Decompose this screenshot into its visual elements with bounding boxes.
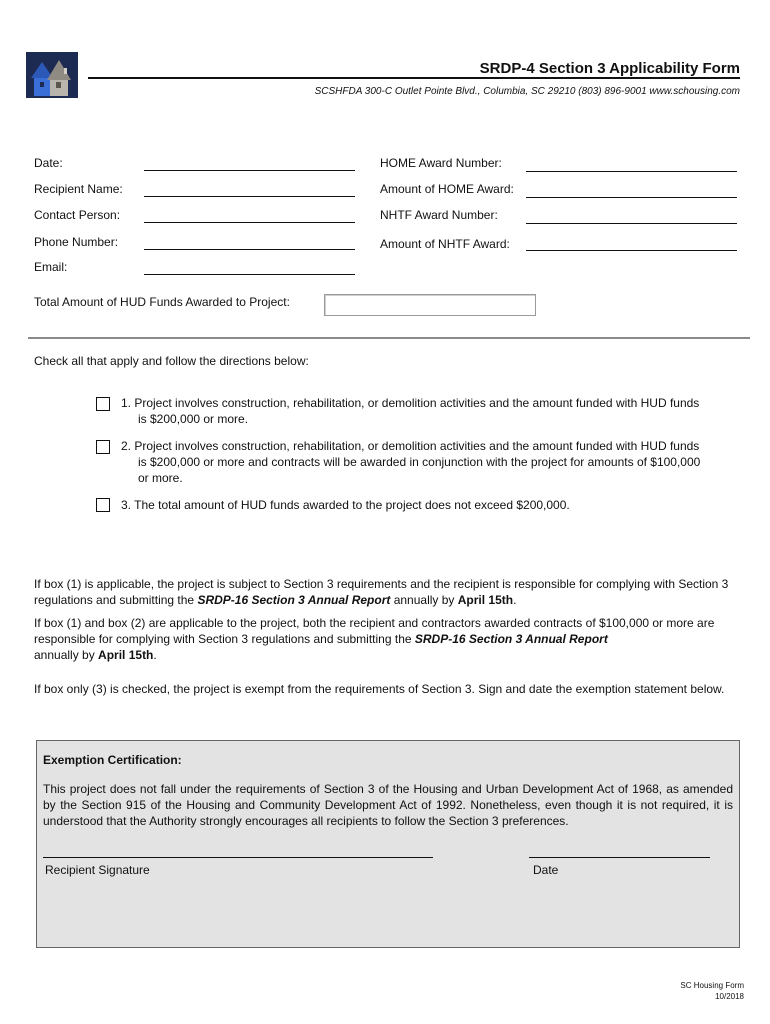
check-instructions: Check all that apply and follow the directions below:	[34, 354, 309, 368]
option-1-checkbox[interactable]	[96, 397, 110, 411]
option-3-text	[121, 497, 741, 513]
option-1-text	[121, 395, 741, 427]
email-label: Email:	[34, 260, 68, 274]
direction-2-deadline: April 15th	[98, 648, 154, 662]
direction-1-deadline: April 15th	[457, 593, 514, 607]
recipient-signature-line[interactable]	[43, 857, 433, 858]
option-3-line-1: 3. The total amount of HUD funds awarded to the project does not exceed $200,000.	[121, 498, 570, 512]
nhtf-award-number-field[interactable]	[526, 223, 737, 224]
option-2-line-3: or more.	[138, 471, 183, 485]
direction-2-annually: annually by	[34, 648, 99, 662]
direction-1-text: If box (1) is applicable, the project is subject to Section 3 requirements and the recipient is responsible for complying with Section 3 regulations and submitting the	[34, 577, 729, 607]
contact-person-field[interactable]	[144, 222, 355, 223]
direction-1-report: SRDP-16 Section 3 Annual Report	[197, 593, 391, 607]
phone-number-label: Phone Number:	[34, 235, 119, 249]
date-field[interactable]	[144, 170, 355, 171]
footer-revision: 10/2018	[715, 992, 744, 1001]
recipient-name-label: Recipient Name:	[34, 182, 123, 196]
option-1-line-2: is $200,000 or more.	[138, 412, 249, 426]
signature-date-line[interactable]	[529, 857, 710, 858]
certification-statement: This project does not fall under the requirements of Section 3 of the Housing and Urban Development Act of 1968, as amended by the Section 915 of the Housing and Community Development Act of 1992. Nonetheless, even though it is not required, it is understood that the Authority strongly encourages all recipients to follow the Section 3 preferences.	[43, 782, 733, 828]
section-divider	[28, 337, 750, 339]
phone-number-field[interactable]	[144, 249, 355, 250]
home-award-number-label: HOME Award Number:	[380, 156, 502, 170]
sc-housing-logo	[26, 52, 78, 98]
direction-box-3: If box only (3) is checked, the project is exempt from the requirements of Section 3. Sign and date the exemption statement below.	[34, 682, 725, 696]
recipient-name-field[interactable]	[144, 196, 355, 197]
direction-2-end: .	[153, 648, 157, 662]
home-award-number-field[interactable]	[526, 171, 737, 172]
direction-1-end: .	[513, 593, 517, 607]
direction-box-1	[34, 576, 734, 608]
option-2-text	[121, 438, 741, 486]
exemption-certification-box	[36, 740, 740, 948]
option-2-line-1: 2. Project involves construction, rehabilitation, or demolition activities and the amount funded with HUD funds	[121, 439, 700, 453]
direction-2-text: If box (1) and box (2) are applicable to the project, both the recipient and contractors awarded contracts of $100,000 or more are responsible for complying with Section 3 regulations and submitting the	[34, 616, 715, 646]
nhtf-award-number-label: NHTF Award Number:	[380, 208, 498, 222]
form-title: SRDP-4 Section 3 Applicability Form	[479, 60, 740, 77]
total-hud-funds-label: Total Amount of HUD Funds Awarded to Project:	[34, 295, 290, 309]
title-divider	[88, 77, 740, 79]
option-2-line-2: is $200,000 or more and contracts will be awarded in conjunction with the project for amounts of $100,000	[138, 455, 701, 469]
agency-address: SCSHFDA 300-C Outlet Pointe Blvd., Columbia, SC 29210 (803) 896-9001 www.schousing.com	[314, 86, 740, 97]
recipient-signature-label: Recipient Signature	[45, 863, 150, 877]
option-2-checkbox[interactable]	[96, 440, 110, 454]
option-3-checkbox[interactable]	[96, 498, 110, 512]
amount-home-award-label: Amount of HOME Award:	[380, 182, 514, 196]
contact-person-label: Contact Person:	[34, 208, 121, 222]
house-logo-icon	[26, 52, 78, 98]
total-hud-funds-input[interactable]	[324, 294, 536, 316]
direction-1-annually: annually by	[390, 593, 458, 607]
direction-box-1-and-2	[34, 615, 734, 663]
direction-2-report: SRDP-16 Section 3 Annual Report	[414, 632, 608, 646]
amount-home-award-field[interactable]	[526, 197, 737, 198]
option-1-line-1: 1. Project involves construction, rehabilitation, or demolition activities and the amount funded with HUD funds	[121, 396, 700, 410]
date-label: Date:	[34, 156, 63, 170]
footer-form-name: SC Housing Form	[680, 981, 744, 990]
amount-nhtf-award-field[interactable]	[526, 250, 737, 251]
email-field[interactable]	[144, 274, 355, 275]
amount-nhtf-award-label: Amount of NHTF Award:	[380, 237, 510, 251]
signature-date-label: Date	[533, 863, 559, 877]
certification-heading: Exemption Certification:	[43, 753, 182, 767]
